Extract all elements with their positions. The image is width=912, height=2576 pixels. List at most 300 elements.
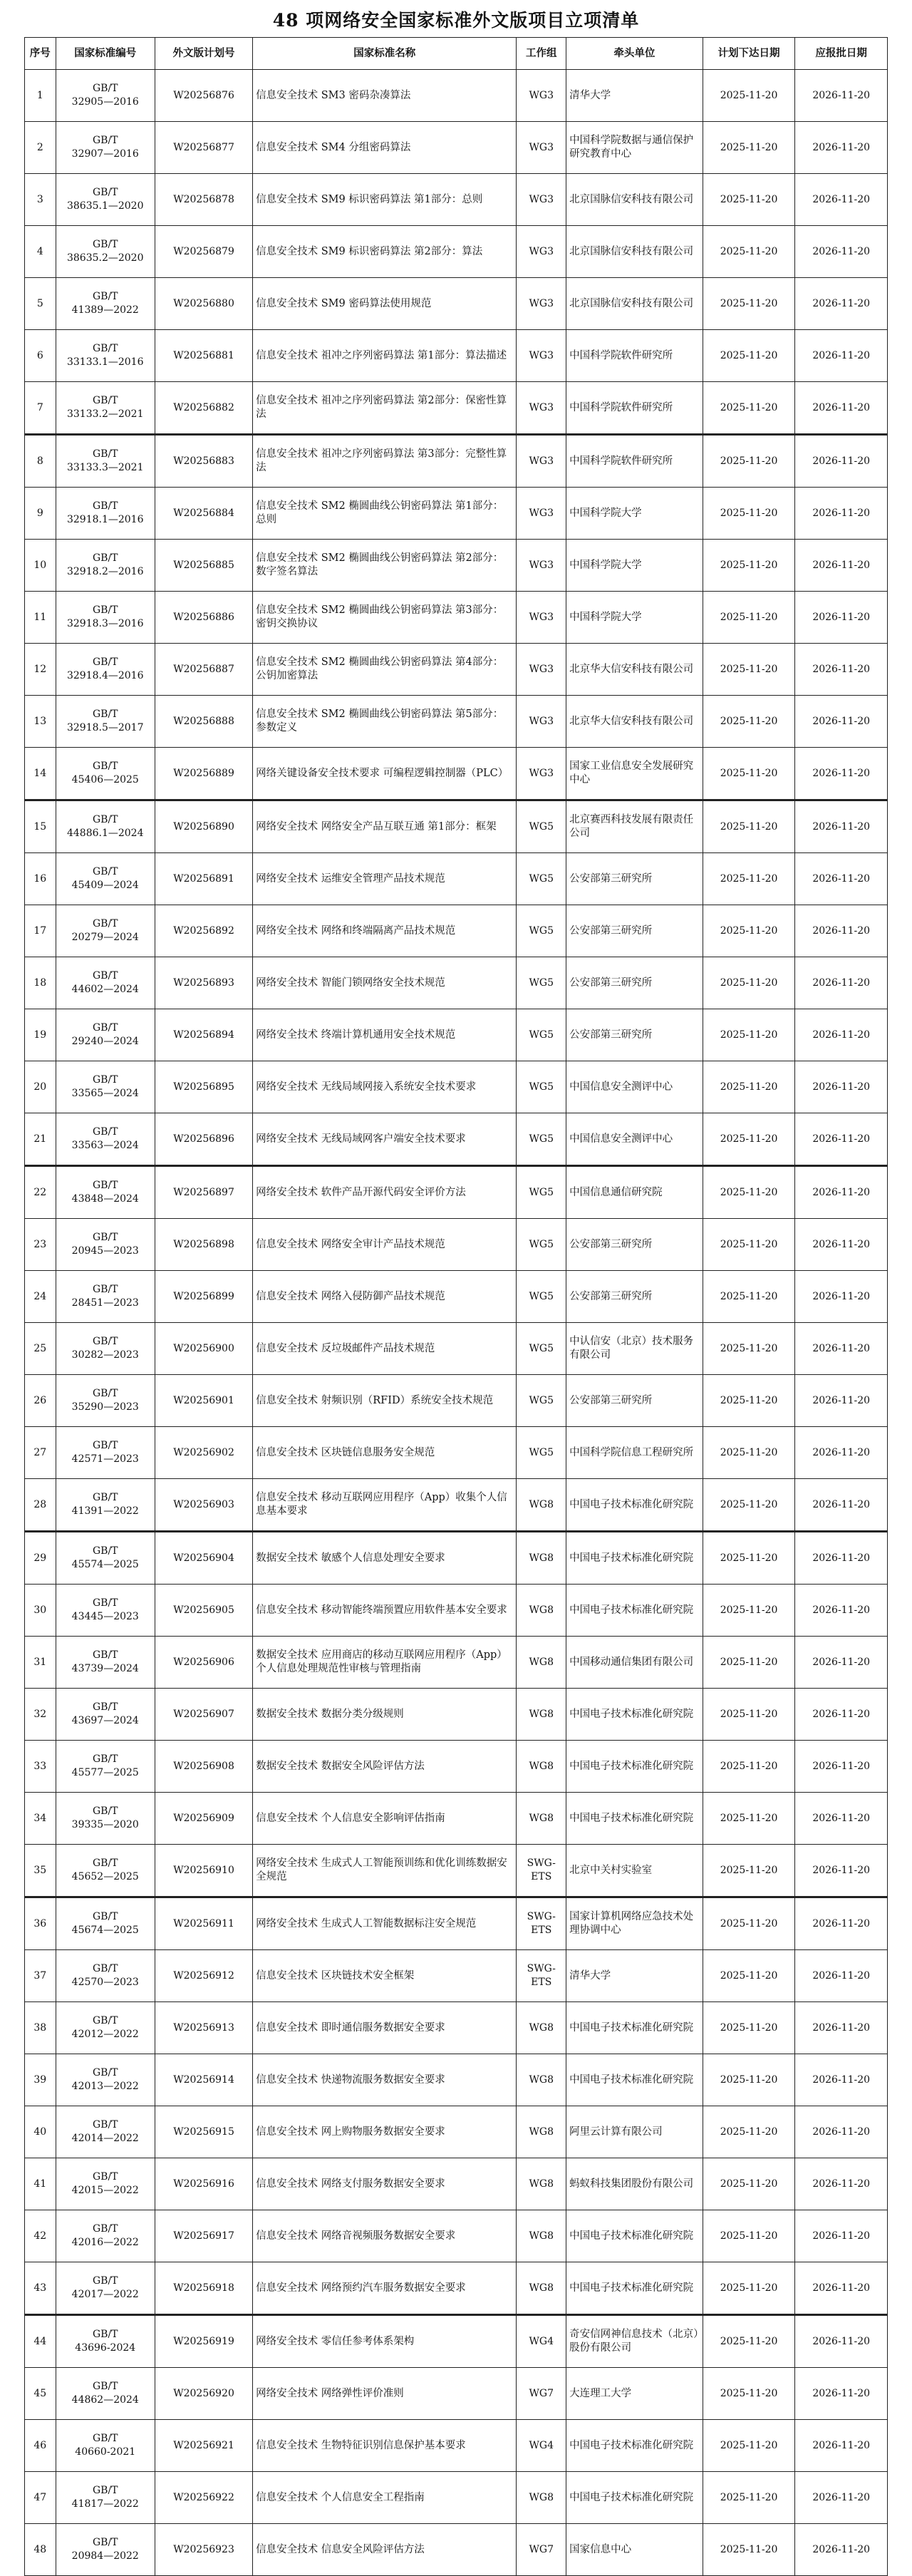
cell-no: 12 bbox=[25, 644, 56, 696]
table-row bbox=[25, 696, 888, 748]
cell-std-name: 信息安全技术 网络支付服务数据安全要求 bbox=[253, 2158, 517, 2210]
cell-plan-number: W20256914 bbox=[155, 2054, 252, 2106]
cell-std-number bbox=[56, 1897, 155, 1950]
cell-std-name: 信息安全技术 祖冲之序列密码算法 第1部分：算法描述 bbox=[253, 330, 517, 382]
cell-plan-number: W20256919 bbox=[155, 2315, 252, 2368]
cell-issued-date: 2025-11-20 bbox=[703, 853, 795, 905]
table-row bbox=[25, 2472, 888, 2524]
cell-std-number-line2: 38635.2—2020 bbox=[66, 252, 144, 264]
cell-due-date: 2026-11-20 bbox=[795, 1009, 888, 1061]
cell-no: 40 bbox=[25, 2106, 56, 2158]
cell-issued-date: 2025-11-20 bbox=[703, 1532, 795, 1585]
cell-lead-org: 公安部第三研究所 bbox=[566, 1375, 703, 1427]
cell-std-number bbox=[56, 2158, 155, 2210]
cell-lead-org: 北京华大信安科技有限公司 bbox=[566, 696, 703, 748]
table-row bbox=[25, 122, 888, 174]
cell-std-number-line2: 20945—2023 bbox=[71, 1245, 139, 1257]
cell-std-name: 网络安全技术 智能门锁网络安全技术规范 bbox=[253, 957, 517, 1009]
cell-due-date: 2026-11-20 bbox=[795, 1479, 888, 1532]
col-header-no: 序号 bbox=[25, 38, 56, 70]
cell-issued-date: 2025-11-20 bbox=[703, 696, 795, 748]
table-row bbox=[25, 957, 888, 1009]
cell-issued-date: 2025-11-20 bbox=[703, 1793, 795, 1845]
cell-plan-number: W20256910 bbox=[155, 1845, 252, 1897]
cell-plan-number: W20256907 bbox=[155, 1689, 252, 1741]
cell-std-number-line1: GB/T bbox=[92, 552, 118, 564]
cell-std-name: 网络安全技术 零信任参考体系架构 bbox=[253, 2315, 517, 2368]
cell-working-group: WG8 bbox=[517, 1532, 566, 1585]
cell-due-date: 2026-11-20 bbox=[795, 226, 888, 278]
cell-issued-date: 2025-11-20 bbox=[703, 382, 795, 435]
cell-issued-date: 2025-11-20 bbox=[703, 2262, 795, 2315]
table-row bbox=[25, 2524, 888, 2576]
cell-issued-date: 2025-11-20 bbox=[703, 1845, 795, 1897]
col-header-issued-date: 计划下达日期 bbox=[703, 38, 795, 70]
cell-no: 15 bbox=[25, 800, 56, 853]
cell-lead-org: 中国电子技术标准化研究院 bbox=[566, 2054, 703, 2106]
cell-plan-number: W20256877 bbox=[155, 122, 252, 174]
cell-issued-date: 2025-11-20 bbox=[703, 1479, 795, 1532]
cell-std-number-line2: 44602—2024 bbox=[71, 984, 139, 995]
table-row bbox=[25, 1532, 888, 1585]
cell-issued-date: 2025-11-20 bbox=[703, 2315, 795, 2368]
cell-no: 17 bbox=[25, 905, 56, 957]
cell-lead-org: 公安部第三研究所 bbox=[566, 957, 703, 1009]
cell-working-group: SWG-ETS bbox=[517, 1950, 566, 2002]
cell-std-name: 信息安全技术 网络预约汽车服务数据安全要求 bbox=[253, 2262, 517, 2315]
cell-lead-org: 中国电子技术标准化研究院 bbox=[566, 2002, 703, 2054]
cell-working-group: WG3 bbox=[517, 435, 566, 488]
cell-lead-org: 中国科学院大学 bbox=[566, 488, 703, 540]
cell-lead-org: 国家计算机网络应急技术处理协调中心 bbox=[566, 1897, 703, 1950]
table-row bbox=[25, 905, 888, 957]
table-row bbox=[25, 435, 888, 488]
cell-std-number-line1: GB/T bbox=[92, 343, 118, 354]
cell-plan-number: W20256915 bbox=[155, 2106, 252, 2158]
cell-std-name: 信息安全技术 移动互联网应用程序（App）收集个人信息基本要求 bbox=[253, 1479, 517, 1532]
cell-std-number-line1: GB/T bbox=[92, 1232, 118, 1243]
cell-std-number bbox=[56, 1479, 155, 1532]
cell-working-group: WG3 bbox=[517, 540, 566, 592]
cell-no: 26 bbox=[25, 1375, 56, 1427]
cell-working-group: WG5 bbox=[517, 1427, 566, 1479]
cell-std-number-line1: GB/T bbox=[92, 1858, 118, 1869]
table-row bbox=[25, 2158, 888, 2210]
cell-no: 6 bbox=[25, 330, 56, 382]
cell-std-name: 信息安全技术 网络安全审计产品技术规范 bbox=[253, 1219, 517, 1271]
cell-plan-number: W20256908 bbox=[155, 1741, 252, 1793]
table-row bbox=[25, 1637, 888, 1689]
cell-due-date: 2026-11-20 bbox=[795, 2524, 888, 2576]
cell-std-number bbox=[56, 435, 155, 488]
cell-due-date: 2026-11-20 bbox=[795, 2262, 888, 2315]
cell-plan-number: W20256922 bbox=[155, 2472, 252, 2524]
cell-std-number bbox=[56, 1113, 155, 1166]
cell-issued-date: 2025-11-20 bbox=[703, 1637, 795, 1689]
cell-no: 34 bbox=[25, 1793, 56, 1845]
cell-due-date: 2026-11-20 bbox=[795, 1323, 888, 1375]
cell-std-number bbox=[56, 278, 155, 330]
cell-std-number-line1: GB/T bbox=[92, 656, 118, 668]
cell-lead-org: 中国信息通信研究院 bbox=[566, 1166, 703, 1219]
cell-plan-number: W20256896 bbox=[155, 1113, 252, 1166]
cell-no: 7 bbox=[25, 382, 56, 435]
cell-due-date: 2026-11-20 bbox=[795, 2054, 888, 2106]
cell-std-number bbox=[56, 122, 155, 174]
cell-plan-number: W20256876 bbox=[155, 70, 252, 122]
cell-issued-date: 2025-11-20 bbox=[703, 1009, 795, 1061]
cell-due-date: 2026-11-20 bbox=[795, 1375, 888, 1427]
cell-no: 19 bbox=[25, 1009, 56, 1061]
cell-std-number bbox=[56, 644, 155, 696]
cell-lead-org: 中认信安（北京）技术服务有限公司 bbox=[566, 1323, 703, 1375]
cell-std-name: 信息安全技术 射频识别（RFID）系统安全技术规范 bbox=[253, 1375, 517, 1427]
table-row bbox=[25, 1009, 888, 1061]
cell-lead-org: 奇安信网神信息技术（北京）股份有限公司 bbox=[566, 2315, 703, 2368]
cell-working-group: WG8 bbox=[517, 2210, 566, 2262]
cell-lead-org: 国家信息中心 bbox=[566, 2524, 703, 2576]
table-row bbox=[25, 330, 888, 382]
table-row bbox=[25, 1271, 888, 1323]
cell-std-number bbox=[56, 853, 155, 905]
cell-lead-org: 中国科学院数据与通信保护研究教育中心 bbox=[566, 122, 703, 174]
cell-lead-org: 中国电子技术标准化研究院 bbox=[566, 1793, 703, 1845]
cell-std-name: 信息安全技术 SM3 密码杂凑算法 bbox=[253, 70, 517, 122]
cell-issued-date: 2025-11-20 bbox=[703, 226, 795, 278]
cell-std-number bbox=[56, 2472, 155, 2524]
cell-std-name: 信息安全技术 网上购物服务数据安全要求 bbox=[253, 2106, 517, 2158]
cell-no: 41 bbox=[25, 2158, 56, 2210]
cell-no: 44 bbox=[25, 2315, 56, 2368]
cell-std-number bbox=[56, 1532, 155, 1585]
cell-std-number-line2: 32918.5—2017 bbox=[66, 722, 144, 733]
cell-due-date: 2026-11-20 bbox=[795, 1166, 888, 1219]
cell-working-group: WG8 bbox=[517, 2472, 566, 2524]
cell-issued-date: 2025-11-20 bbox=[703, 1689, 795, 1741]
cell-due-date: 2026-11-20 bbox=[795, 853, 888, 905]
cell-plan-number: W20256880 bbox=[155, 278, 252, 330]
cell-working-group: WG3 bbox=[517, 592, 566, 644]
cell-no: 18 bbox=[25, 957, 56, 1009]
cell-due-date: 2026-11-20 bbox=[795, 1427, 888, 1479]
cell-std-number-line1: GB/T bbox=[92, 1074, 118, 1086]
cell-std-name: 网络安全技术 网络安全产品互联互通 第1部分：框架 bbox=[253, 800, 517, 853]
cell-std-name: 网络安全技术 网络和终端隔离产品技术规范 bbox=[253, 905, 517, 957]
cell-std-name: 网络安全技术 运维安全管理产品技术规范 bbox=[253, 853, 517, 905]
cell-lead-org: 中国科学院软件研究所 bbox=[566, 435, 703, 488]
cell-std-number-line1: GB/T bbox=[92, 1545, 118, 1557]
cell-working-group: WG3 bbox=[517, 696, 566, 748]
cell-no: 36 bbox=[25, 1897, 56, 1950]
cell-std-number bbox=[56, 1061, 155, 1113]
cell-issued-date: 2025-11-20 bbox=[703, 1375, 795, 1427]
cell-std-number-line1: GB/T bbox=[92, 2275, 118, 2287]
cell-due-date: 2026-11-20 bbox=[795, 174, 888, 226]
cell-working-group: WG8 bbox=[517, 1479, 566, 1532]
cell-std-name: 信息安全技术 SM9 标识密码算法 第2部分：算法 bbox=[253, 226, 517, 278]
cell-std-number-line1: GB/T bbox=[92, 2015, 118, 2026]
cell-std-name: 信息安全技术 生物特征识别信息保护基本要求 bbox=[253, 2420, 517, 2472]
cell-plan-number: W20256909 bbox=[155, 1793, 252, 1845]
cell-working-group: WG8 bbox=[517, 2002, 566, 2054]
cell-lead-org: 中国信息安全测评中心 bbox=[566, 1113, 703, 1166]
cell-std-number bbox=[56, 1950, 155, 2002]
cell-due-date: 2026-11-20 bbox=[795, 2002, 888, 2054]
cell-std-number-line1: GB/T bbox=[92, 709, 118, 720]
cell-working-group: WG5 bbox=[517, 853, 566, 905]
cell-issued-date: 2025-11-20 bbox=[703, 278, 795, 330]
cell-std-number-line1: GB/T bbox=[92, 1336, 118, 1347]
cell-std-number bbox=[56, 696, 155, 748]
cell-std-number-line1: GB/T bbox=[92, 135, 118, 146]
cell-due-date: 2026-11-20 bbox=[795, 1219, 888, 1271]
cell-no: 3 bbox=[25, 174, 56, 226]
cell-std-number-line1: GB/T bbox=[92, 1911, 118, 1922]
cell-std-number-line2: 32918.2—2016 bbox=[66, 566, 144, 577]
cell-plan-number: W20256894 bbox=[155, 1009, 252, 1061]
cell-due-date: 2026-11-20 bbox=[795, 1532, 888, 1585]
cell-std-number bbox=[56, 800, 155, 853]
cell-std-number bbox=[56, 1741, 155, 1793]
cell-std-number-line1: GB/T bbox=[92, 761, 118, 772]
cell-lead-org: 北京中关村实验室 bbox=[566, 1845, 703, 1897]
cell-issued-date: 2025-11-20 bbox=[703, 1166, 795, 1219]
cell-lead-org: 中国电子技术标准化研究院 bbox=[566, 1479, 703, 1532]
cell-std-number-line2: 42017—2022 bbox=[71, 2289, 139, 2300]
cell-plan-number: W20256889 bbox=[155, 748, 252, 800]
cell-std-name: 网络安全技术 无线局域网接入系统安全技术要求 bbox=[253, 1061, 517, 1113]
cell-issued-date: 2025-11-20 bbox=[703, 2210, 795, 2262]
cell-issued-date: 2025-11-20 bbox=[703, 2420, 795, 2472]
cell-working-group: WG3 bbox=[517, 330, 566, 382]
cell-std-number bbox=[56, 2368, 155, 2420]
cell-std-number-line2: 32918.3—2016 bbox=[66, 618, 144, 629]
cell-std-number bbox=[56, 2054, 155, 2106]
cell-working-group: WG3 bbox=[517, 174, 566, 226]
cell-std-number bbox=[56, 1845, 155, 1897]
cell-std-number-line2: 41817—2022 bbox=[71, 2498, 139, 2510]
cell-no: 13 bbox=[25, 696, 56, 748]
cell-std-number-line1: GB/T bbox=[92, 1597, 118, 1609]
cell-lead-org: 中国电子技术标准化研究院 bbox=[566, 2210, 703, 2262]
cell-due-date: 2026-11-20 bbox=[795, 1585, 888, 1637]
cell-plan-number: W20256886 bbox=[155, 592, 252, 644]
page-title: 48 项网络安全国家标准外文版项目立项清单 bbox=[272, 10, 640, 31]
cell-std-number-line2: 44862—2024 bbox=[71, 2394, 139, 2406]
cell-std-number bbox=[56, 540, 155, 592]
cell-working-group: WG3 bbox=[517, 226, 566, 278]
cell-std-number-line2: 42013—2022 bbox=[71, 2081, 139, 2092]
cell-lead-org: 蚂蚁科技集团股份有限公司 bbox=[566, 2158, 703, 2210]
cell-working-group: WG7 bbox=[517, 2524, 566, 2576]
cell-std-number-line1: GB/T bbox=[92, 1805, 118, 1817]
cell-issued-date: 2025-11-20 bbox=[703, 2002, 795, 2054]
cell-no: 27 bbox=[25, 1427, 56, 1479]
cell-due-date: 2026-11-20 bbox=[795, 278, 888, 330]
cell-lead-org: 中国电子技术标准化研究院 bbox=[566, 1532, 703, 1585]
cell-working-group: WG5 bbox=[517, 1219, 566, 1271]
cell-std-number-line1: GB/T bbox=[92, 1022, 118, 1034]
cell-due-date: 2026-11-20 bbox=[795, 1793, 888, 1845]
cell-std-number-line2: 28451—2023 bbox=[71, 1297, 139, 1309]
cell-working-group: WG8 bbox=[517, 2158, 566, 2210]
cell-std-number-line2: 42015—2022 bbox=[71, 2185, 139, 2196]
cell-plan-number: W20256898 bbox=[155, 1219, 252, 1271]
cell-plan-number: W20256920 bbox=[155, 2368, 252, 2420]
cell-issued-date: 2025-11-20 bbox=[703, 1741, 795, 1793]
cell-no: 31 bbox=[25, 1637, 56, 1689]
cell-due-date: 2026-11-20 bbox=[795, 644, 888, 696]
cell-no: 39 bbox=[25, 2054, 56, 2106]
table-row bbox=[25, 1375, 888, 1427]
cell-std-number bbox=[56, 1375, 155, 1427]
cell-due-date: 2026-11-20 bbox=[795, 1637, 888, 1689]
cell-issued-date: 2025-11-20 bbox=[703, 2158, 795, 2210]
cell-plan-number: W20256882 bbox=[155, 382, 252, 435]
table-row bbox=[25, 1741, 888, 1793]
cell-no: 46 bbox=[25, 2420, 56, 2472]
cell-std-number-line2: 43739—2024 bbox=[71, 1663, 139, 1674]
cell-plan-number: W20256887 bbox=[155, 644, 252, 696]
cell-std-number bbox=[56, 330, 155, 382]
cell-std-number bbox=[56, 1271, 155, 1323]
cell-std-number-line2: 45406—2025 bbox=[71, 774, 139, 785]
table-row bbox=[25, 1689, 888, 1741]
cell-lead-org: 中国电子技术标准化研究院 bbox=[566, 2472, 703, 2524]
cell-working-group: WG3 bbox=[517, 122, 566, 174]
cell-no: 23 bbox=[25, 1219, 56, 1271]
cell-std-number-line2: 32907—2016 bbox=[71, 148, 139, 160]
cell-std-name: 信息安全技术 区块链信息服务安全规范 bbox=[253, 1427, 517, 1479]
cell-no: 21 bbox=[25, 1113, 56, 1166]
cell-issued-date: 2025-11-20 bbox=[703, 1585, 795, 1637]
cell-plan-number: W20256917 bbox=[155, 2210, 252, 2262]
table-row bbox=[25, 540, 888, 592]
cell-plan-number: W20256899 bbox=[155, 1271, 252, 1323]
cell-lead-org: 公安部第三研究所 bbox=[566, 853, 703, 905]
cell-std-number bbox=[56, 905, 155, 957]
cell-lead-org: 国家工业信息安全发展研究中心 bbox=[566, 748, 703, 800]
cell-std-number-line2: 41391—2022 bbox=[71, 1505, 139, 1517]
cell-issued-date: 2025-11-20 bbox=[703, 800, 795, 853]
cell-std-number-line1: GB/T bbox=[92, 1649, 118, 1661]
cell-due-date: 2026-11-20 bbox=[795, 70, 888, 122]
cell-lead-org: 北京国脉信安科技有限公司 bbox=[566, 174, 703, 226]
cell-std-number bbox=[56, 1585, 155, 1637]
table-row bbox=[25, 70, 888, 122]
cell-issued-date: 2025-11-20 bbox=[703, 2054, 795, 2106]
cell-working-group: WG4 bbox=[517, 2315, 566, 2368]
cell-working-group: WG4 bbox=[517, 2420, 566, 2472]
cell-std-number bbox=[56, 1637, 155, 1689]
cell-std-number-line2: 33133.3—2021 bbox=[66, 462, 144, 473]
cell-issued-date: 2025-11-20 bbox=[703, 435, 795, 488]
cell-std-number-line1: GB/T bbox=[92, 2329, 118, 2340]
cell-std-number-line1: GB/T bbox=[92, 2381, 118, 2392]
cell-std-name: 数据安全技术 敏感个人信息处理安全要求 bbox=[253, 1532, 517, 1585]
cell-std-name: 数据安全技术 应用商店的移动互联网应用程序（App）个人信息处理规范性审核与管理指南 bbox=[253, 1637, 517, 1689]
cell-std-number-line1: GB/T bbox=[92, 1284, 118, 1295]
table-row bbox=[25, 174, 888, 226]
cell-lead-org: 中国电子技术标准化研究院 bbox=[566, 2262, 703, 2315]
cell-std-number bbox=[56, 2262, 155, 2315]
cell-due-date: 2026-11-20 bbox=[795, 2472, 888, 2524]
cell-due-date: 2026-11-20 bbox=[795, 800, 888, 853]
cell-issued-date: 2025-11-20 bbox=[703, 2524, 795, 2576]
cell-lead-org: 中国信息安全测评中心 bbox=[566, 1061, 703, 1113]
cell-no: 47 bbox=[25, 2472, 56, 2524]
cell-std-name: 信息安全技术 祖冲之序列密码算法 第3部分：完整性算法 bbox=[253, 435, 517, 488]
cell-lead-org: 中国科学院大学 bbox=[566, 592, 703, 644]
cell-no: 25 bbox=[25, 1323, 56, 1375]
cell-std-name: 信息安全技术 移动智能终端预置应用软件基本安全要求 bbox=[253, 1585, 517, 1637]
cell-std-number-line1: GB/T bbox=[92, 2537, 118, 2548]
cell-due-date: 2026-11-20 bbox=[795, 122, 888, 174]
cell-working-group: WG8 bbox=[517, 1793, 566, 1845]
cell-std-number-line2: 20279—2024 bbox=[71, 932, 139, 943]
cell-plan-number: W20256901 bbox=[155, 1375, 252, 1427]
cell-due-date: 2026-11-20 bbox=[795, 330, 888, 382]
table-row bbox=[25, 2002, 888, 2054]
cell-std-name: 信息安全技术 SM2 椭圆曲线公钥密码算法 第4部分：公钥加密算法 bbox=[253, 644, 517, 696]
table-row bbox=[25, 2262, 888, 2315]
cell-std-name: 信息安全技术 区块链技术安全框架 bbox=[253, 1950, 517, 2002]
cell-std-name: 信息安全技术 个人信息安全工程指南 bbox=[253, 2472, 517, 2524]
cell-std-number-line2: 40660-2021 bbox=[75, 2446, 136, 2458]
cell-no: 10 bbox=[25, 540, 56, 592]
cell-plan-number: W20256891 bbox=[155, 853, 252, 905]
cell-std-number-line2: 43445—2023 bbox=[71, 1611, 139, 1622]
cell-std-number-line2: 42016—2022 bbox=[71, 2237, 139, 2248]
cell-plan-number: W20256883 bbox=[155, 435, 252, 488]
cell-lead-org: 北京国脉信安科技有限公司 bbox=[566, 278, 703, 330]
table-row bbox=[25, 853, 888, 905]
cell-issued-date: 2025-11-20 bbox=[703, 488, 795, 540]
cell-std-number-line1: GB/T bbox=[92, 604, 118, 616]
table-row bbox=[25, 226, 888, 278]
cell-plan-number: W20256923 bbox=[155, 2524, 252, 2576]
cell-working-group: SWG-ETS bbox=[517, 1897, 566, 1950]
table-body bbox=[25, 70, 888, 2576]
cell-issued-date: 2025-11-20 bbox=[703, 1323, 795, 1375]
cell-no: 8 bbox=[25, 435, 56, 488]
table-row bbox=[25, 278, 888, 330]
table-row bbox=[25, 382, 888, 435]
cell-std-number-line1: GB/T bbox=[92, 2223, 118, 2235]
cell-plan-number: W20256913 bbox=[155, 2002, 252, 2054]
cell-working-group: WG5 bbox=[517, 1375, 566, 1427]
table-row bbox=[25, 1427, 888, 1479]
cell-plan-number: W20256892 bbox=[155, 905, 252, 957]
cell-working-group: WG5 bbox=[517, 800, 566, 853]
cell-working-group: WG8 bbox=[517, 2054, 566, 2106]
cell-no: 37 bbox=[25, 1950, 56, 2002]
cell-std-number bbox=[56, 1166, 155, 1219]
cell-no: 20 bbox=[25, 1061, 56, 1113]
cell-lead-org: 中国科学院软件研究所 bbox=[566, 382, 703, 435]
cell-std-name: 信息安全技术 SM2 椭圆曲线公钥密码算法 第1部分：总则 bbox=[253, 488, 517, 540]
cell-std-number bbox=[56, 2106, 155, 2158]
cell-std-number-line2: 39335—2020 bbox=[71, 1819, 139, 1830]
cell-std-number-line2: 45652—2025 bbox=[71, 1871, 139, 1882]
cell-std-name: 信息安全技术 SM2 椭圆曲线公钥密码算法 第2部分：数字签名算法 bbox=[253, 540, 517, 592]
cell-issued-date: 2025-11-20 bbox=[703, 905, 795, 957]
cell-plan-number: W20256893 bbox=[155, 957, 252, 1009]
cell-std-name: 信息安全技术 网络音视频服务数据安全要求 bbox=[253, 2210, 517, 2262]
cell-std-number-line1: GB/T bbox=[92, 395, 118, 406]
cell-std-number-line1: GB/T bbox=[92, 1440, 118, 1451]
cell-working-group: WG5 bbox=[517, 1113, 566, 1166]
